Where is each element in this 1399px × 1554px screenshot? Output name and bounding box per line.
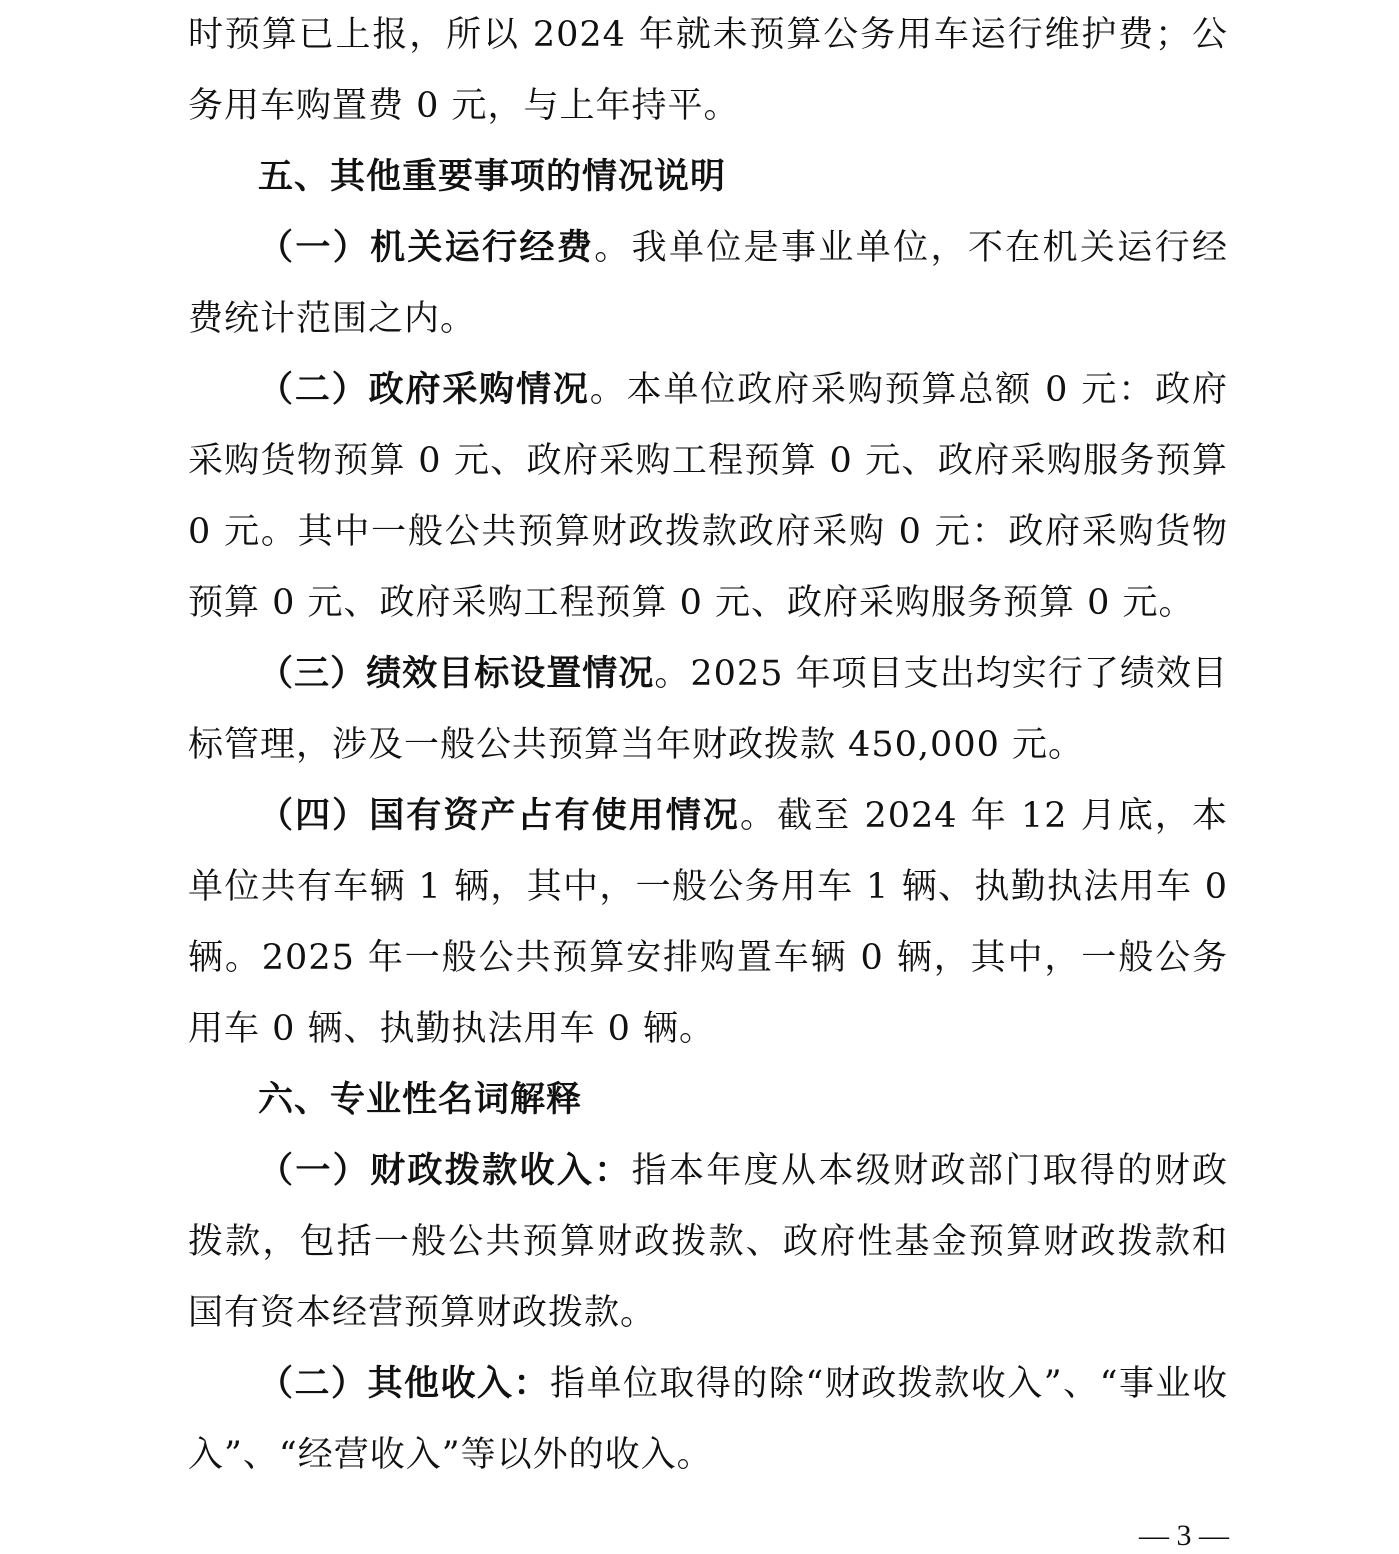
paragraph-lead: （二）其他收入：: [258, 1364, 550, 1404]
paragraph-other-income: [188, 1349, 1228, 1491]
paragraph-text: 。本单位政府采购预算总额 0 元：政府采购货物预算 0 元、政府采购工程预算 0 元、政府采购服务预算 0 元。其中一般公共预算财政拨款政府采购 0 元：政府采购货物预算 0 元、政府采购工程预算 0 元、政府采购服务预算 0 元。: [188, 370, 1228, 623]
section-heading-6: 六、专业性名词解释: [258, 1080, 583, 1120]
paragraph-lead: （四）国有资产占有使用情况: [258, 796, 741, 836]
document-body: [188, 0, 1228, 1491]
paragraph-admin-operating-costs: [188, 213, 1228, 355]
paragraph-continued: 时预算已上报，所以 2024 年就未预算公务用车运行维护费；公务用车购置费 0 元，与上年持平。: [188, 15, 1228, 126]
paragraph-state-assets: [188, 781, 1228, 1065]
paragraph-lead: （一）机关运行经费: [258, 228, 595, 268]
paragraph-performance-targets: [188, 639, 1228, 781]
paragraph-government-procurement: [188, 355, 1228, 639]
paragraph-lead: （三）绩效目标设置情况: [258, 654, 655, 694]
paragraph-text: 。我单位是事业单位，不在机关运行经费统计范围之内。: [188, 228, 1228, 339]
paragraph-text: 。截至 2024 年 12 月底，本单位共有车辆 1 辆，其中，一般公务用车 1 辆、执勤执法用车 0 辆。2025 年一般公共预算安排购置车辆 0 辆，其中，一般公务用车 0 辆、执勤执法用车 0 辆。: [188, 796, 1228, 1049]
paragraph-fiscal-appropriation-income: [188, 1136, 1228, 1349]
paragraph-lead: （一）财政拨款收入：: [258, 1151, 632, 1191]
section-heading-5: 五、其他重要事项的情况说明: [258, 157, 727, 197]
page-number: — 3 —: [1139, 1519, 1229, 1552]
paragraph-text: 。2025 年项目支出均实行了绩效目标管理，涉及一般公共预算当年财政拨款 450,000 元。: [188, 654, 1228, 765]
paragraph-lead: （二）政府采购情况: [258, 370, 590, 410]
paragraph-text: 指本年度从本级财政部门取得的财政拨款，包括一般公共预算财政拨款、政府性基金预算财政拨款和国有资本经营预算财政拨款。: [188, 1151, 1228, 1333]
paragraph-text: 指单位取得的除“财政拨款收入”、“事业收入”、“经营收入”等以外的收入。: [188, 1364, 1228, 1475]
